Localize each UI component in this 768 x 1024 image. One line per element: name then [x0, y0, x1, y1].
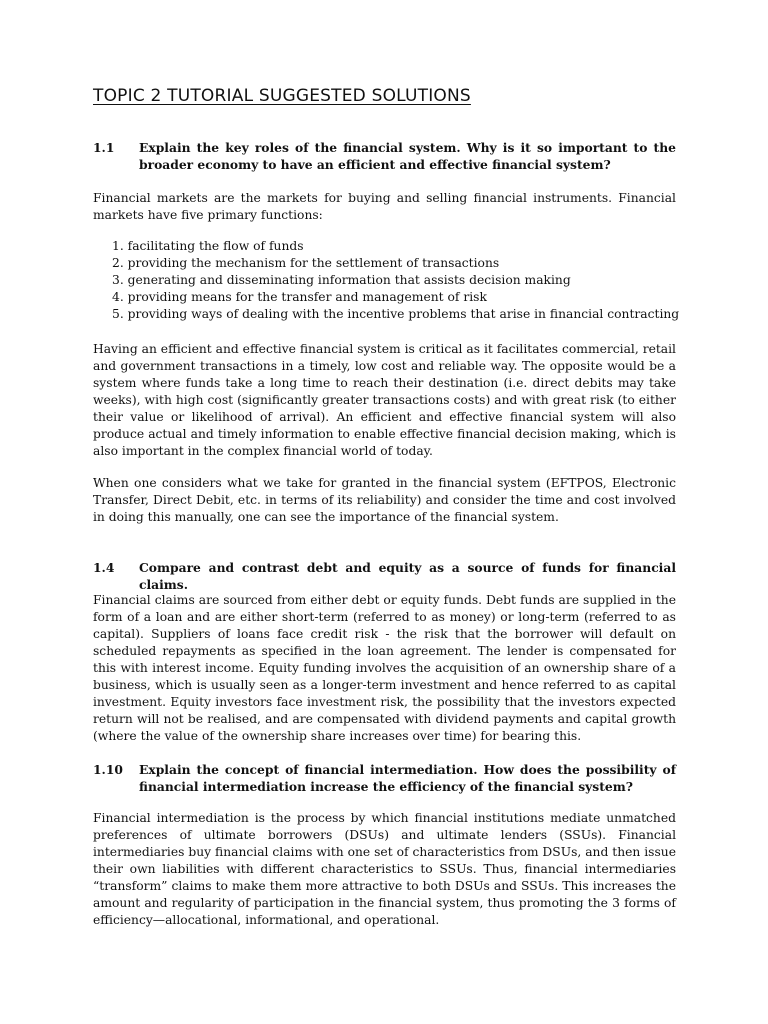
- question-text: Explain the concept of financial intermediation. How does the possibility of financial intermediation increase the efficiency of the financial system?: [139, 762, 676, 794]
- question-number: 1.1: [93, 140, 115, 155]
- list-item: 5. providing ways of dealing with the incentive problems that arise in financial contracting: [112, 307, 680, 321]
- list-item: 4. providing means for the transfer and management of risk: [112, 290, 487, 304]
- question-number: 1.4: [93, 560, 115, 575]
- intro-paragraph: Financial markets are the markets for buying and selling financial instruments. Financial markets have five primary functions:: [93, 191, 676, 222]
- list-item: 2. providing the mechanism for the settlement of transactions: [112, 256, 500, 270]
- page-title: TOPIC 2 TUTORIAL SUGGESTED SOLUTIONS: [93, 86, 471, 106]
- question-1-10: [93, 761, 676, 795]
- functions-list: [112, 238, 712, 323]
- question-number: 1.10: [93, 762, 123, 777]
- efficiency-paragraph: Having an efficient and effective financial system is critical as it facilitates commercial, retail and government transactions in a timely, low cost and reliable way. The opposite would be a system where funds take a long time to reach their destination (i.e. direct debits may take weeks), with high cost (significantly greater transactions costs) and with great risk (to either their value or likelihood of arrival). An efficient and effective financial system will also produce actual and timely information to enable effective financial decision making, which is also important in the complex financial world of today.: [93, 342, 676, 458]
- question-1-1: [93, 139, 676, 173]
- intermediation-paragraph: Financial intermediation is the process by which financial institutions mediate unmatched preferences of ultimate borrowers (DSUs) and ultimate lenders (SSUs). Financial intermediaries buy financial claims with one set of characteristics from DSUs, and then issue their own liabilities with different characteristics to SSUs. Thus, financial intermediaries “transform” claims to make them more attractive to both DSUs and SSUs. This increases the amount and regularity of participation in the financial system, thus promoting the 3 forms of efficiency—allocational, informational, and operational.: [93, 811, 676, 927]
- debt-equity-paragraph: Financial claims are sourced from either debt or equity funds. Debt funds are supplied in the form of a loan and are either short-term (referred to as money) or long-term (referred to as capital). Suppliers of loans face credit risk - the risk that the borrower will default on scheduled repayments as specified in the loan agreement. The lender is compensated for this with interest income. Equity funding involves the acquisition of an ownership share of a business, which is usually seen as a longer-term investment and hence referred to as capital investment. Equity investors face investment risk, the possibility that the investors expected return will not be realised, and are compensated with dividend payments and capital growth (where the value of the ownership share increases over time) for bearing this.: [93, 593, 676, 743]
- question-1-4: [93, 559, 676, 593]
- question-text: Compare and contrast debt and equity as a source of funds for financial claims.: [139, 560, 676, 592]
- importance-paragraph: When one considers what we take for granted in the financial system (EFTPOS, Electronic Transfer, Direct Debit, etc. in terms of its reliability) and consider the time and cost involved in doing this manually, one can see the importance of the financial system.: [93, 476, 676, 524]
- list-item: 3. generating and disseminating information that assists decision making: [112, 273, 571, 287]
- list-item: 1. facilitating the flow of funds: [112, 239, 304, 253]
- question-text: Explain the key roles of the financial system. Why is it so important to the broader economy to have an efficient and effective financial system?: [139, 140, 676, 172]
